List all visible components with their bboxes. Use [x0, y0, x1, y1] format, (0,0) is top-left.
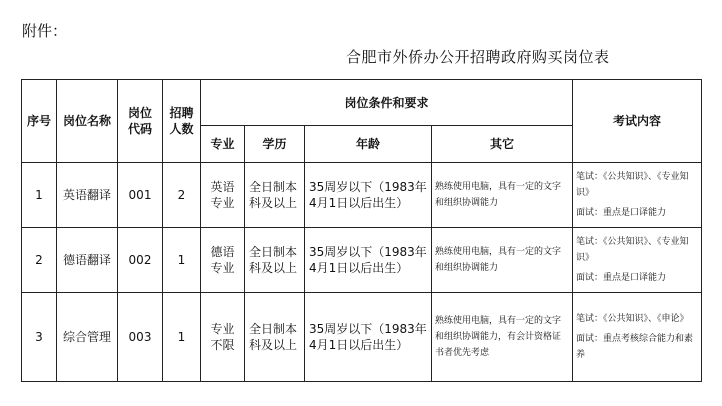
row-age: 35周岁以下（1983年4月1日以后出生）	[305, 228, 432, 293]
row-seq: 3	[22, 293, 57, 382]
row-other: 熟练使用电脑，具有一定的文字和组织协调能力，有会计资格证书者优先考虑	[432, 293, 573, 382]
header-other: 其它	[432, 126, 573, 163]
exam-written: 笔试：《公共知识》、《专业知识》	[576, 172, 689, 198]
row-major: 专业不限	[201, 293, 245, 382]
row-post-name: 德语翻译	[57, 228, 118, 293]
row-other: 熟练使用电脑，具有一定的文字和组织协调能力	[432, 163, 573, 228]
exam-written: 笔试：《公共知识》、《申论》	[576, 314, 689, 324]
row-post-code: 003	[118, 293, 163, 382]
table-row	[22, 228, 702, 293]
row-major: 英语专业	[201, 163, 245, 228]
header-seq: 序号	[22, 80, 57, 163]
exam-interview: 面试：重点是口译能力	[576, 208, 667, 218]
row-major: 德语专业	[201, 228, 245, 293]
header-exam: 考试内容	[573, 80, 702, 163]
row-seq: 2	[22, 228, 57, 293]
header-age: 年龄	[305, 126, 432, 163]
row-recruit-num: 1	[163, 228, 201, 293]
header-row-top	[22, 80, 702, 126]
header-conditions: 岗位条件和要求	[201, 80, 573, 126]
header-post-name: 岗位名称	[57, 80, 118, 163]
row-recruit-num: 2	[163, 163, 201, 228]
row-education: 全日制本科及以上	[245, 163, 305, 228]
header-recruit-num: 招聘人数	[163, 80, 201, 163]
header-post-code: 岗位代码	[118, 80, 163, 163]
header-major: 专业	[201, 126, 245, 163]
table-row	[22, 163, 702, 228]
row-post-name: 综合管理	[57, 293, 118, 382]
row-exam	[573, 228, 702, 293]
header-education: 学历	[245, 126, 305, 163]
row-exam	[573, 163, 702, 228]
exam-written: 笔试：《公共知识》、《专业知识》	[576, 237, 689, 263]
row-seq: 1	[22, 163, 57, 228]
exam-interview: 面试：重点是口译能力	[576, 273, 667, 283]
row-education: 全日制本科及以上	[245, 293, 305, 382]
row-post-code: 002	[118, 228, 163, 293]
page-title: 合肥市外侨办公开招聘政府购买岗位表	[346, 48, 610, 66]
table-row	[22, 293, 702, 382]
attachment-label: 附件：	[22, 22, 68, 40]
row-age: 35周岁以下（1983年4月1日以后出生）	[305, 293, 432, 382]
row-recruit-num: 1	[163, 293, 201, 382]
row-education: 全日制本科及以上	[245, 228, 305, 293]
row-other: 熟练使用电脑，具有一定的文字和组织协调能力	[432, 228, 573, 293]
positions-table	[21, 79, 702, 382]
exam-interview: 面试：重点考核综合能力和素养	[576, 334, 694, 360]
row-post-code: 001	[118, 163, 163, 228]
row-exam	[573, 293, 702, 382]
row-age: 35周岁以下（1983年4月1日以后出生）	[305, 163, 432, 228]
row-post-name: 英语翻译	[57, 163, 118, 228]
